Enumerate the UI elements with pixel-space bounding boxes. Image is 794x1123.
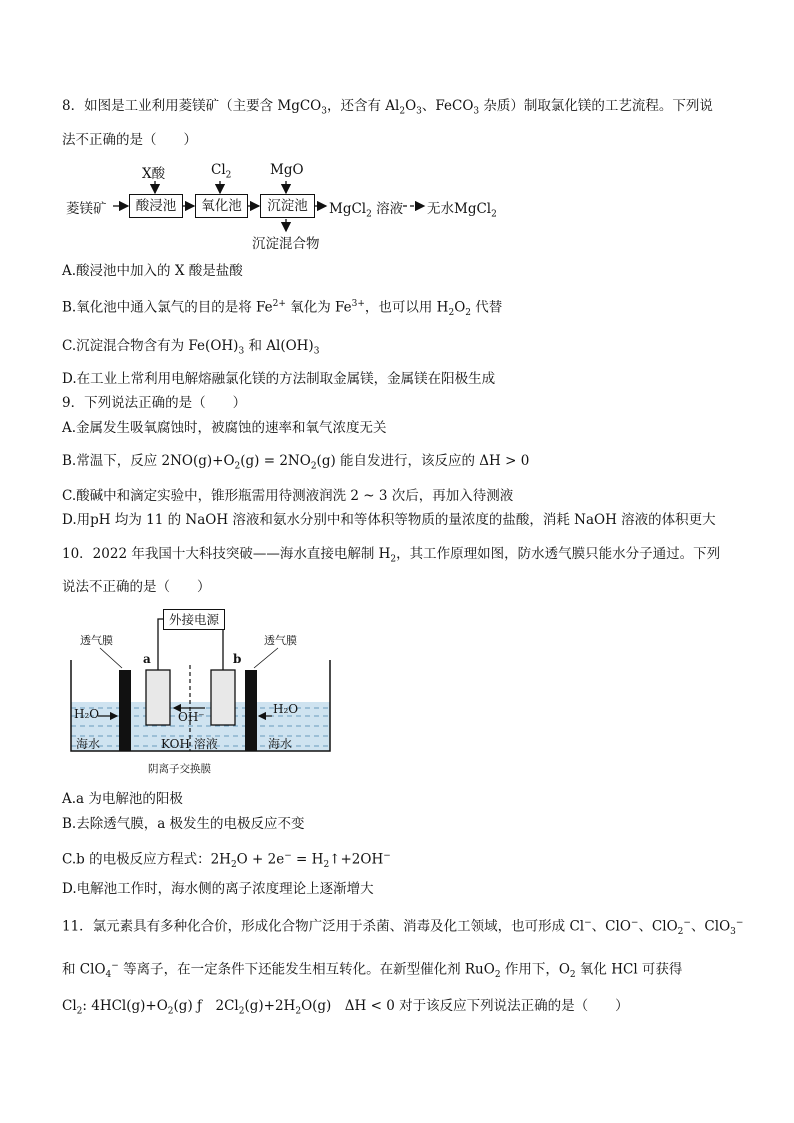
koh-solution-label: KOH 溶液 (161, 737, 218, 751)
seawater-right-label: 海水 (268, 737, 293, 751)
q8-option-a: A.酸浸池中加入的 X 酸是盐酸 (62, 263, 243, 279)
q8-stem-line2: 法不正确的是（ ） (62, 132, 197, 148)
membrane-right-label: 透气膜 (264, 634, 297, 647)
q11-line3: $Cl_2$: $4HCl(g)+O_2(g)$ ƒ $2Cl_2(g)+2H_2O(g)$ ΔH < 0 对于该反应下列说法正确的是（ ） (62, 998, 629, 1017)
seawater-left-label: 海水 (76, 737, 101, 751)
flow-start-magnesite: 菱镁矿 (66, 201, 107, 217)
q8-option-b: B.氧化池中通入氯气的目的是将 $Fe^{2+}$ 氧化为 $Fe^{3+}$，也可以用 $H_2O_2$ 代替 (62, 299, 503, 319)
q9-option-d: D.用pH 均为 11 的 NaOH 溶液和氨水分别中和等体积等物质的量浓度的盐酸，消耗 NaOH 溶液的体积更大 (62, 512, 716, 528)
q8-option-c: C.沉淀混合物含有为 $Fe(OH)_3$ 和 $Al(OH)_3$ (62, 338, 320, 357)
q9-option-a: A.金属发生吸氧腐蚀时，被腐蚀的速率和氧气浓度无关 (62, 420, 387, 436)
q8-stem-line1: 8．如图是工业利用菱镁矿（主要含 MgCO$_3$，还含有 $Al_2O_3$、FeCO$_3$ 杂质）制取氯化镁的工艺流程。下列说 (62, 98, 713, 117)
flow-box-oxidation: 氧化池 (195, 194, 248, 218)
hydroxide-ion-label: OH⁻ (178, 710, 205, 724)
electrode-b-plate (211, 670, 235, 725)
anion-exchange-membrane-caption: 阴离子交换膜 (148, 763, 211, 775)
q9-option-b: B.常温下，反应 $2NO(g)+O_2(g) = 2NO_2(g)$ 能自发进行，该反应的 ΔH > 0 (62, 453, 530, 472)
q8-option-d: D.在工业上常利用电解熔融氯化镁的方法制取金属镁，金属镁在阳极生成 (62, 371, 496, 387)
q10-option-a: A.a 为电解池的阳极 (62, 791, 183, 807)
water-right-label: H₂O (273, 702, 299, 716)
q10-option-c: C.b 的电极反应方程式：$2H_2O + 2e^-$ = $H_2↑+2OH^-$ (62, 851, 391, 871)
external-power-source: 外接电源 (163, 609, 225, 630)
water-left-label: H₂O (74, 707, 100, 721)
reagent-chlorine: $Cl_2$ (211, 162, 232, 181)
q10-option-d: D.电解池工作时，海水侧的离子浓度理论上逐渐增大 (62, 881, 374, 897)
electrode-a-plate (146, 670, 170, 725)
reagent-mgo: MgO (270, 162, 304, 178)
electrode-a-label: a (143, 652, 151, 666)
electrode-b-label: b (233, 652, 242, 666)
membrane-left-label: 透气膜 (80, 634, 113, 647)
q11-line2: 和 ClO$_4$− 等离子，在一定条件下还能发生相互转化。在新型催化剂 RuO$_2$ 作用下，$O_2$ 氧化 HCl 可获得 (62, 961, 683, 981)
flow-box-precipitation: 沉淀池 (260, 194, 315, 218)
reagent-x-acid: X酸 (142, 166, 166, 182)
q10-option-b: B.去除透气膜，a 极发生的电极反应不变 (62, 816, 305, 832)
right-membrane-bar (245, 670, 257, 751)
flow-byproduct-precipitate: 沉淀混合物 (252, 236, 320, 252)
flow-box-acid-leach: 酸浸池 (129, 194, 183, 218)
q10-stem-line2: 说法不正确的是（ ） (62, 579, 211, 595)
q9-stem: 9．下列说法正确的是（ ） (62, 395, 247, 411)
q9-option-c: C.酸碱中和滴定实验中，锥形瓶需用待测液润洗 2 ~ 3 次后，再加入待测液 (62, 488, 514, 504)
q10-stem-line1: 10．2022 年我国十大科技突破——海水直接电解制 $H_2$，其工作原理如图，防水透气膜只能水分子通过。下列 (62, 546, 721, 565)
left-membrane-bar (119, 670, 131, 751)
flow-product-mgcl2-solution: MgCl$_2$ 溶液 (329, 201, 404, 220)
q11-line1: 11．氯元素具有多种化合价，形成化合物广泛用于杀菌、消毒及化工领域，也可形成 Cl−、ClO−、ClO$_2$−、ClO$_3$− (62, 918, 744, 938)
flow-final-anhydrous-mgcl2: 无水MgCl$_2$ (427, 201, 497, 220)
